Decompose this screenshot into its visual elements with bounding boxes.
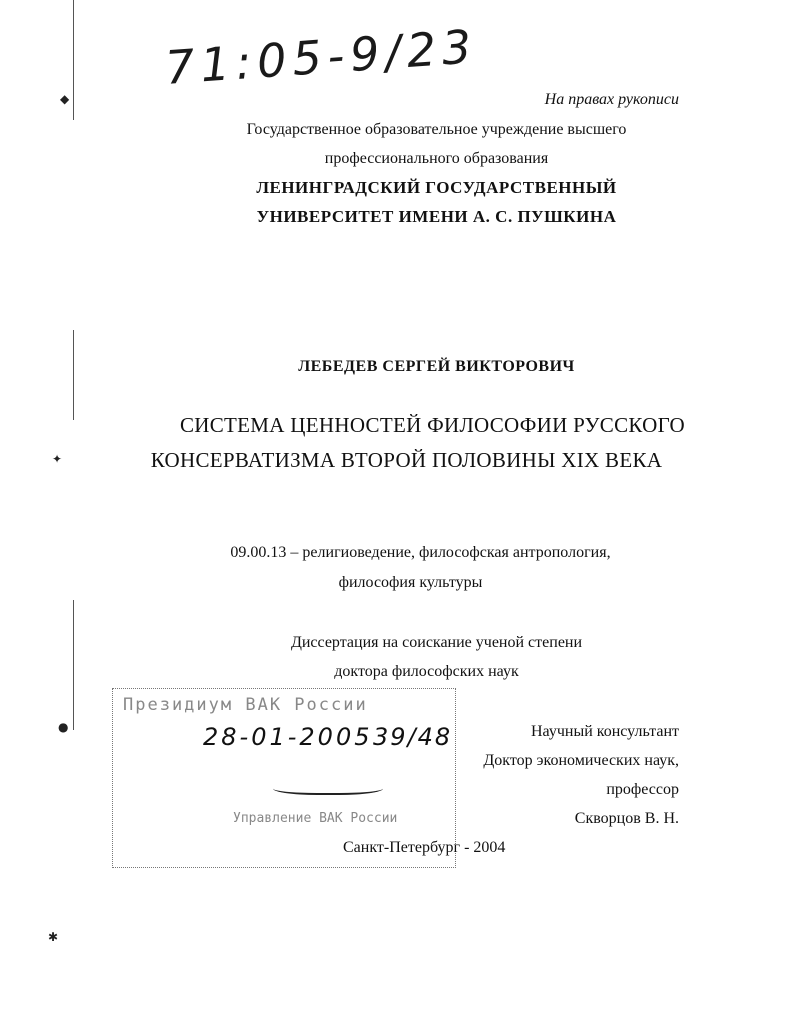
dissertation-title-line-2: КОНСЕРВАТИЗМА ВТОРОЙ ПОЛОВИНЫ XIX ВЕКА — [150, 448, 663, 472]
punch-hole-mark: ✱ — [48, 930, 59, 944]
handwritten-catalog-code: 71:05-9/23 — [163, 19, 479, 95]
stamp-footer: Управление ВАК России — [233, 811, 398, 826]
institution-line-1: Государственное образовательное учреждение высшего — [246, 121, 627, 138]
university-name-line-2: УНИВЕРСИТЕТ ИМЕНИ А. С. ПУШКИНА — [256, 207, 617, 226]
stamp-handwritten-number: 39/48 — [373, 723, 453, 751]
stamp-header: Президиум ВАК России — [123, 695, 368, 715]
degree-line-2: доктора философских наук — [334, 663, 519, 680]
consultant-degree: Доктор экономических наук, — [483, 752, 679, 769]
consultant-name: Скворцов В. Н. — [574, 810, 679, 827]
stamp-handwritten-date: 28-01-2005 — [203, 723, 373, 751]
author-name: ЛЕБЕДЕВ СЕРГЕЙ ВИКТОРОВИЧ — [298, 358, 575, 375]
specialty-line-2: философия культуры — [338, 574, 483, 591]
specialty-line-1: 09.00.13 – религиоведение, философская антропология, — [230, 544, 611, 561]
consultant-label: Научный консультант — [531, 723, 679, 740]
degree-line-1: Диссертация на соискание ученой степени — [290, 634, 583, 651]
punch-hole-mark: ● — [58, 720, 69, 734]
signature-scribble — [273, 779, 383, 795]
university-name-line-1: ЛЕНИНГРАДСКИЙ ГОСУДАРСТВЕННЫЙ — [256, 178, 617, 197]
punch-hole-mark: ◆ — [60, 92, 70, 106]
institution-line-2: профессионального образования — [324, 150, 549, 167]
rights-note: На правах рукописи — [544, 91, 679, 108]
city-year: Санкт-Петербург - 2004 — [343, 839, 506, 856]
consultant-position: профессор — [606, 781, 679, 798]
punch-hole-mark: ✦ — [52, 452, 63, 466]
margin-line-top — [73, 0, 74, 120]
dissertation-title-line-1: СИСТЕМА ЦЕННОСТЕЙ ФИЛОСОФИИ РУССКОГО — [179, 413, 686, 437]
